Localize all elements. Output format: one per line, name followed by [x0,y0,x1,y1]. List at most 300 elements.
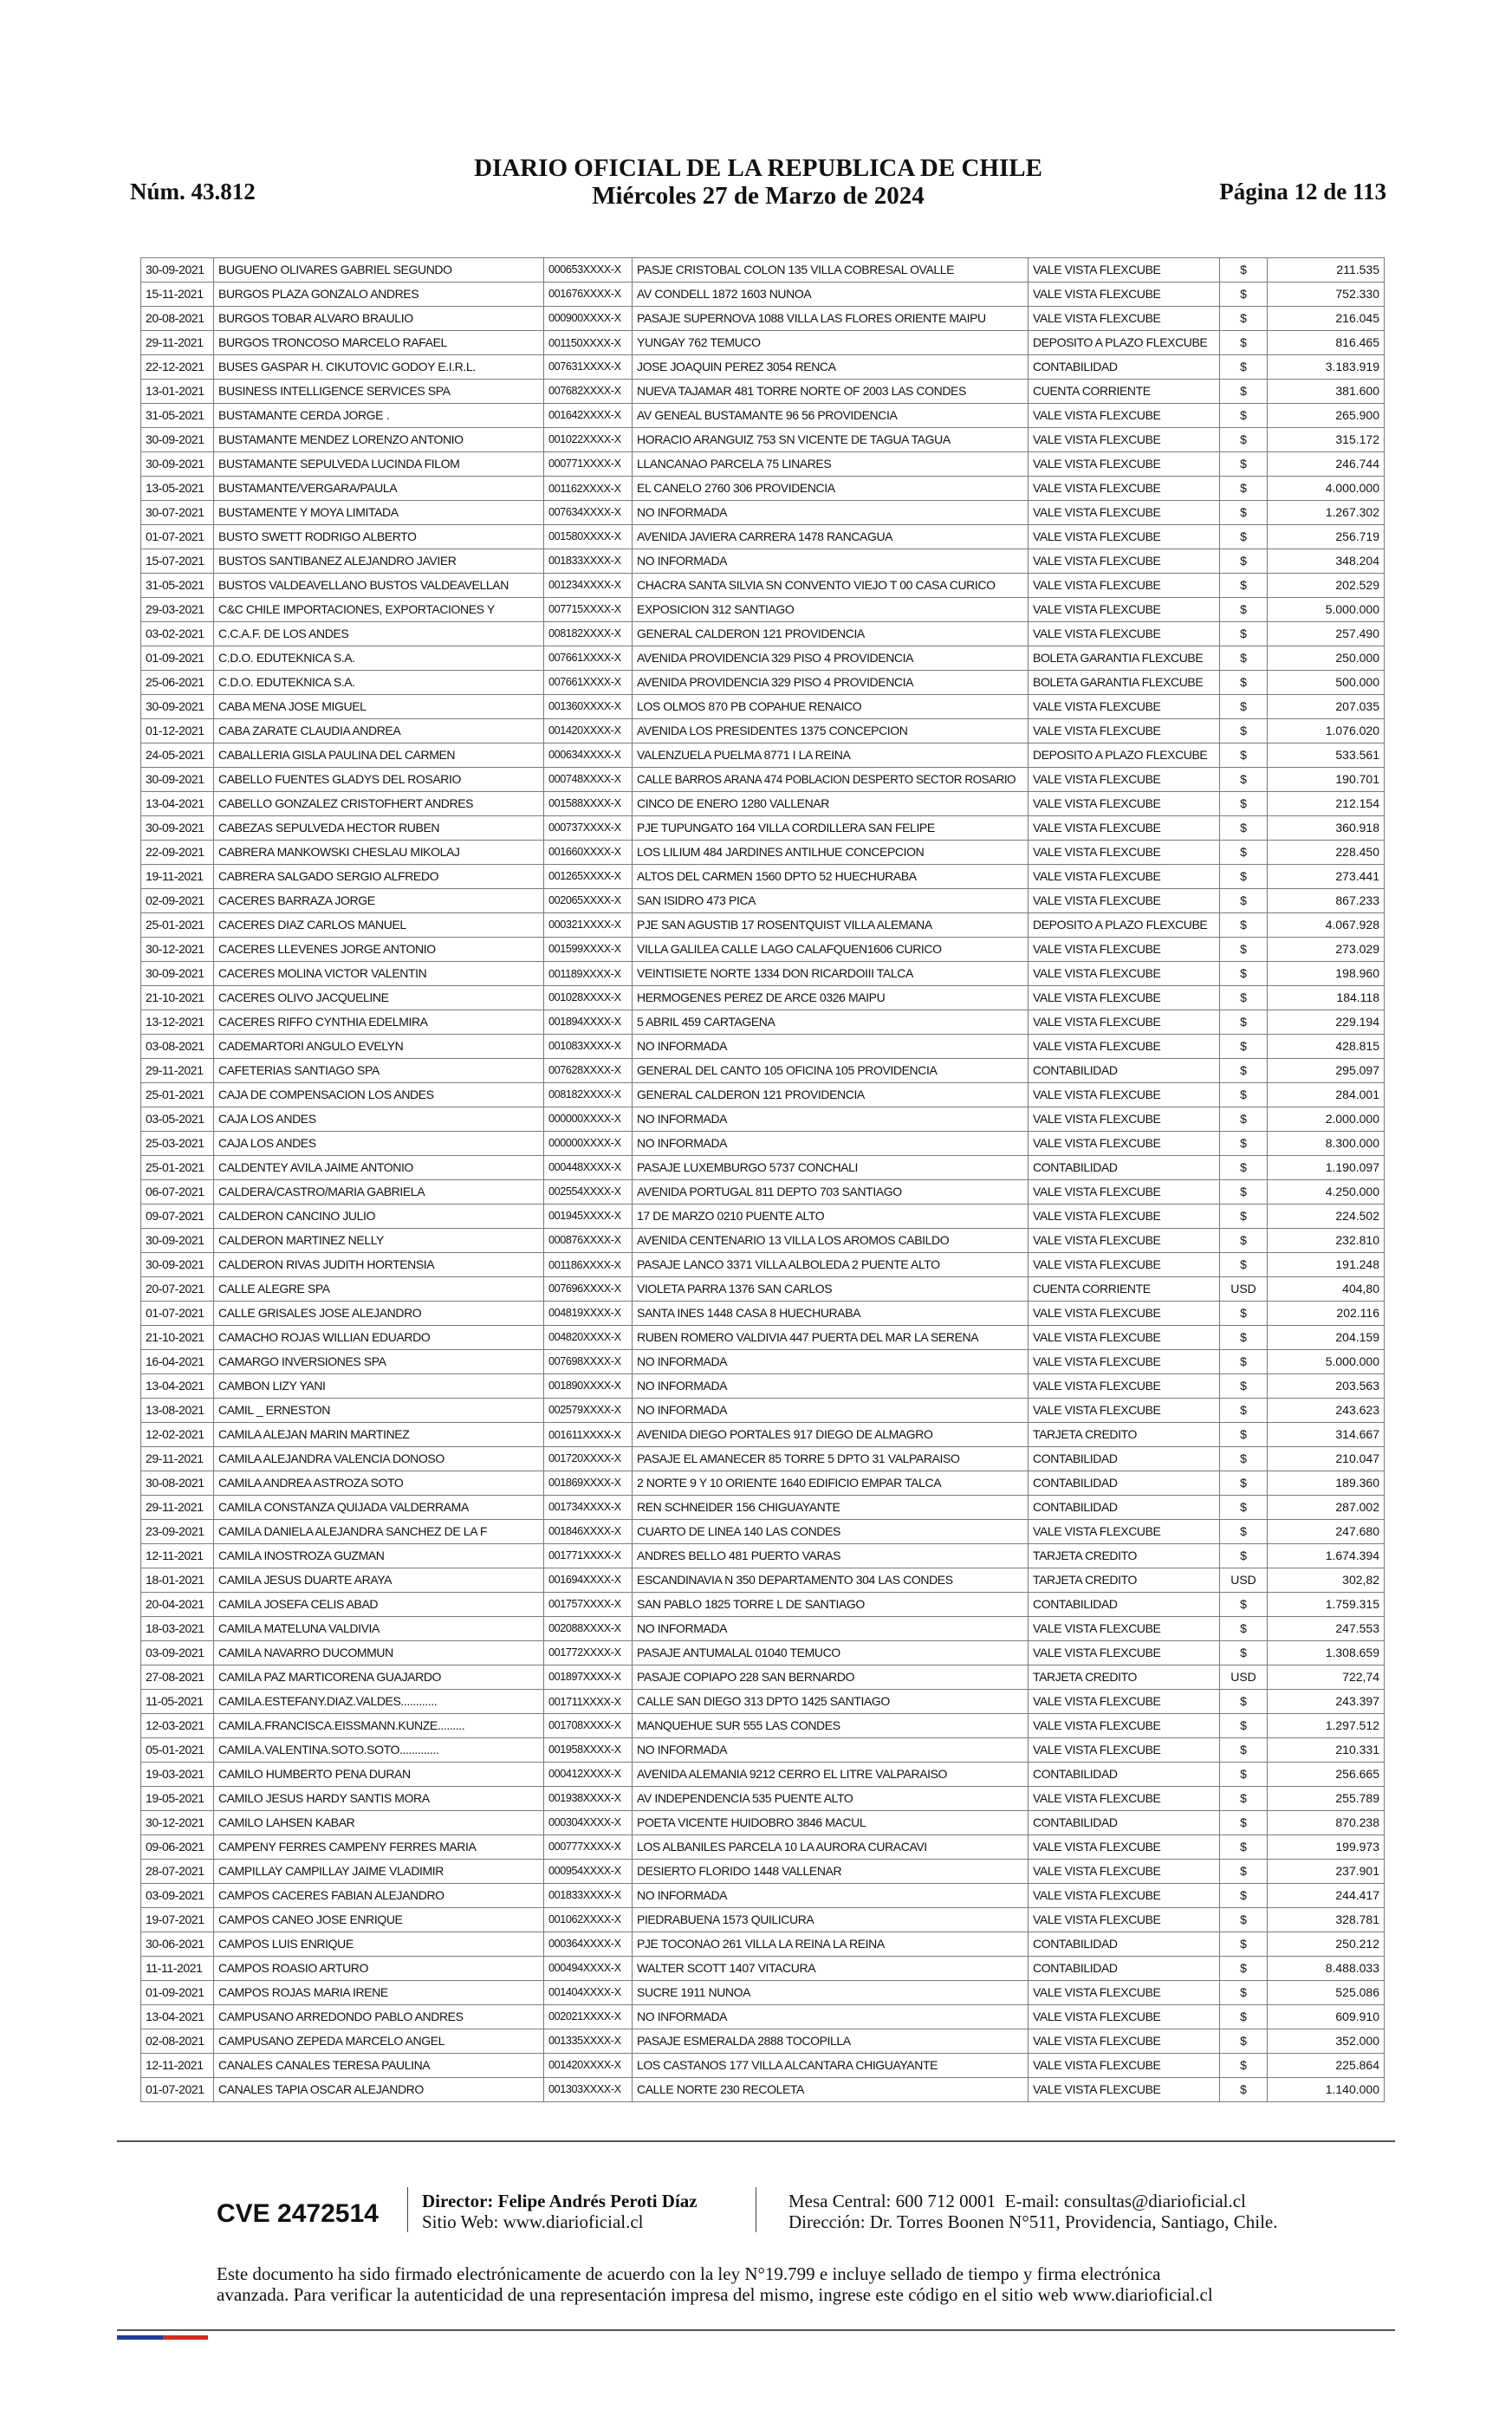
product-cell: VALE VISTA FLEXCUBE [1029,1908,1220,1932]
amount-cell: 870.238 [1268,1811,1385,1835]
date-cell: 31-05-2021 [141,574,214,598]
currency-cell: $ [1220,1447,1268,1471]
product-cell: VALE VISTA FLEXCUBE [1029,1738,1220,1763]
product-cell: VALE VISTA FLEXCUBE [1029,768,1220,792]
address-cell: CALLE BARROS ARANA 474 POBLACION DESPERTO SECTOR ROSARIO [633,768,1029,792]
name-cell: CAMILA.FRANCISCA.EISSMANN.KUNZE......... [214,1714,544,1738]
table-row [141,1568,1385,1593]
rut-cell: 000748XXXX-X [544,768,633,792]
rut-cell: 001897XXXX-X [544,1666,633,1690]
rut-cell: 001022XXXX-X [544,428,633,452]
amount-cell: 224.502 [1268,1205,1385,1229]
table-row [141,622,1385,646]
table-row [141,355,1385,380]
table-row [141,1593,1385,1617]
name-cell: BUSINESS INTELLIGENCE SERVICES SPA [214,380,544,404]
amount-cell: 314.667 [1268,1423,1385,1447]
date-cell: 02-08-2021 [141,2029,214,2054]
amount-cell: 533.561 [1268,743,1385,768]
address-cell: NO INFORMADA [633,1399,1029,1423]
currency-cell: $ [1220,331,1268,355]
currency-cell: $ [1220,1156,1268,1180]
table-row [141,1714,1385,1738]
amount-cell: 1.308.659 [1268,1641,1385,1666]
amount-cell: 246.744 [1268,452,1385,477]
director-label: Director: Felipe Andrés Peroti Díaz [422,2191,698,2211]
rut-cell: 000900XXXX-X [544,307,633,331]
name-cell: CAMILA ALEJANDRA VALENCIA DONOSO [214,1447,544,1471]
date-cell: 13-12-2021 [141,1010,214,1035]
product-cell: CONTABILIDAD [1029,1156,1220,1180]
amount-cell: 381.600 [1268,380,1385,404]
product-cell: VALE VISTA FLEXCUBE [1029,1180,1220,1205]
rut-cell: 002065XXXX-X [544,889,633,913]
product-cell: VALE VISTA FLEXCUBE [1029,962,1220,986]
currency-cell: $ [1220,671,1268,695]
address-cell: SAN PABLO 1825 TORRE L DE SANTIAGO [633,1593,1029,1617]
table-row [141,1035,1385,1059]
date-cell: 13-08-2021 [141,1399,214,1423]
amount-cell: 1.076.020 [1268,719,1385,743]
amount-cell: 229.194 [1268,1010,1385,1035]
currency-cell: $ [1220,574,1268,598]
amount-cell: 284.001 [1268,1083,1385,1107]
amount-cell: 5.000.000 [1268,1350,1385,1374]
rut-cell: 001599XXXX-X [544,938,633,962]
date-cell: 20-07-2021 [141,1277,214,1302]
address-label: Dirección: Dr. Torres Boonen N°511, Providencia, Santiago, Chile. [788,2211,1278,2232]
currency-cell: $ [1220,1835,1268,1860]
amount-cell: 202.116 [1268,1302,1385,1326]
name-cell: CAMILA ANDREA ASTROZA SOTO [214,1471,544,1496]
rut-cell: 002088XXXX-X [544,1617,633,1641]
currency-cell: $ [1220,1738,1268,1763]
rut-cell: 001833XXXX-X [544,549,633,574]
name-cell: CAMPOS CANEO JOSE ENRIQUE [214,1908,544,1932]
product-cell: VALE VISTA FLEXCUBE [1029,938,1220,962]
date-cell: 30-09-2021 [141,1253,214,1277]
rut-cell: 001846XXXX-X [544,1520,633,1544]
name-cell: CABRERA SALGADO SERGIO ALFREDO [214,865,544,889]
date-cell: 03-02-2021 [141,622,214,646]
date-cell: 27-08-2021 [141,1666,214,1690]
date-cell: 25-03-2021 [141,1132,214,1156]
product-cell: CONTABILIDAD [1029,1471,1220,1496]
amount-cell: 244.417 [1268,1884,1385,1908]
rut-cell: 000448XXXX-X [544,1156,633,1180]
date-cell: 18-03-2021 [141,1617,214,1641]
product-cell: VALE VISTA FLEXCUBE [1029,695,1220,719]
product-cell: VALE VISTA FLEXCUBE [1029,428,1220,452]
amount-cell: 1.190.097 [1268,1156,1385,1180]
amount-cell: 752.330 [1268,282,1385,307]
currency-cell: $ [1220,1593,1268,1617]
rut-cell: 000000XXXX-X [544,1132,633,1156]
rut-cell: 001694XXXX-X [544,1568,633,1593]
amount-cell: 190.701 [1268,768,1385,792]
rut-cell: 000653XXXX-X [544,258,633,282]
date-cell: 12-03-2021 [141,1714,214,1738]
date-cell: 25-01-2021 [141,1156,214,1180]
currency-cell: $ [1220,1763,1268,1787]
date-cell: 30-09-2021 [141,428,214,452]
address-cell: PJE TUPUNGATO 164 VILLA CORDILLERA SAN FELIPE [633,816,1029,841]
rut-cell: 001150XXXX-X [544,331,633,355]
table-row [141,598,1385,622]
issue-number: Núm. 43.812 [130,179,256,205]
address-cell: ALTOS DEL CARMEN 1560 DPTO 52 HUECHURABA [633,865,1029,889]
rut-cell: 000771XXXX-X [544,452,633,477]
product-cell: VALE VISTA FLEXCUBE [1029,1302,1220,1326]
date-cell: 02-09-2021 [141,889,214,913]
currency-cell: $ [1220,889,1268,913]
amount-cell: 428.815 [1268,1035,1385,1059]
name-cell: BUSTOS VALDEAVELLANO BUSTOS VALDEAVELLAN [214,574,544,598]
table-row [141,1544,1385,1568]
address-cell: CHACRA SANTA SILVIA SN CONVENTO VIEJO T 00 CASA CURICO [633,574,1029,598]
product-cell: VALE VISTA FLEXCUBE [1029,816,1220,841]
currency-cell: $ [1220,1787,1268,1811]
currency-cell: $ [1220,1544,1268,1568]
date-cell: 29-11-2021 [141,331,214,355]
currency-cell: $ [1220,768,1268,792]
date-cell: 30-09-2021 [141,1229,214,1253]
address-cell: CALLE SAN DIEGO 313 DPTO 1425 SANTIAGO [633,1690,1029,1714]
table-row [141,428,1385,452]
address-cell: PASAJE ANTUMALAL 01040 TEMUCO [633,1641,1029,1666]
product-cell: VALE VISTA FLEXCUBE [1029,307,1220,331]
rut-cell: 007682XXXX-X [544,380,633,404]
amount-cell: 8.300.000 [1268,1132,1385,1156]
footer-bottom-rule [117,2329,1395,2331]
name-cell: CACERES MOLINA VICTOR VALENTIN [214,962,544,986]
currency-cell: $ [1220,1811,1268,1835]
table-row [141,1277,1385,1302]
address-cell: REN SCHNEIDER 156 CHIGUAYANTE [633,1496,1029,1520]
address-cell: 5 ABRIL 459 CARTAGENA [633,1010,1029,1035]
address-cell: YUNGAY 762 TEMUCO [633,331,1029,355]
name-cell: CABELLO FUENTES GLADYS DEL ROSARIO [214,768,544,792]
amount-cell: 256.665 [1268,1763,1385,1787]
product-cell: VALE VISTA FLEXCUBE [1029,1835,1220,1860]
address-cell: LOS OLMOS 870 PB COPAHUE RENAICO [633,695,1029,719]
address-cell: EXPOSICION 312 SANTIAGO [633,598,1029,622]
amount-cell: 210.047 [1268,1447,1385,1471]
rut-cell: 001890XXXX-X [544,1374,633,1399]
name-cell: CAJA LOS ANDES [214,1107,544,1132]
legal-notice [217,2263,1369,2305]
product-cell: VALE VISTA FLEXCUBE [1029,2005,1220,2029]
date-cell: 01-09-2021 [141,646,214,671]
name-cell: CAMILA NAVARRO DUCOMMUN [214,1641,544,1666]
product-cell: VALE VISTA FLEXCUBE [1029,501,1220,525]
date-cell: 12-11-2021 [141,2054,214,2078]
address-cell: AVENIDA DIEGO PORTALES 917 DIEGO DE ALMAGRO [633,1423,1029,1447]
date-cell: 30-09-2021 [141,258,214,282]
address-cell: MANQUEHUE SUR 555 LAS CONDES [633,1714,1029,1738]
page-number: Página 12 de 113 [1219,179,1386,205]
currency-cell: $ [1220,622,1268,646]
amount-cell: 1.674.394 [1268,1544,1385,1568]
rut-cell: 007715XXXX-X [544,598,633,622]
rut-cell: 001711XXXX-X [544,1690,633,1714]
date-cell: 12-02-2021 [141,1423,214,1447]
product-cell: VALE VISTA FLEXCUBE [1029,1326,1220,1350]
legal-line: avanzada. Para verificar la autenticidad de una representación impresa del mismo, ingrese este código en el sitio web www.diarioficial.cl [217,2284,1213,2305]
product-cell: VALE VISTA FLEXCUBE [1029,889,1220,913]
amount-cell: 295.097 [1268,1059,1385,1083]
rut-cell: 001028XXXX-X [544,986,633,1010]
name-cell: CAMPOS ROJAS MARIA IRENE [214,1981,544,2005]
amount-cell: 255.789 [1268,1787,1385,1811]
name-cell: CACERES LLEVENES JORGE ANTONIO [214,938,544,962]
name-cell: CAMILO HUMBERTO PENA DURAN [214,1763,544,1787]
currency-cell: $ [1220,307,1268,331]
name-cell: C&C CHILE IMPORTACIONES, EXPORTACIONES Y [214,598,544,622]
table-row [141,1738,1385,1763]
amount-cell: 1.759.315 [1268,1593,1385,1617]
amount-cell: 191.248 [1268,1253,1385,1277]
amount-cell: 207.035 [1268,695,1385,719]
currency-cell: $ [1220,1253,1268,1277]
director-info [422,2191,698,2232]
amount-cell: 273.029 [1268,938,1385,962]
date-cell: 09-06-2021 [141,1835,214,1860]
rut-cell: 002579XXXX-X [544,1399,633,1423]
currency-cell: $ [1220,1035,1268,1059]
name-cell: CABEZAS SEPULVEDA HECTOR RUBEN [214,816,544,841]
table-row [141,307,1385,331]
currency-cell: $ [1220,816,1268,841]
table-row [141,2078,1385,2102]
product-cell: CONTABILIDAD [1029,1496,1220,1520]
currency-cell: $ [1220,1010,1268,1035]
name-cell: CABRERA MANKOWSKI CHESLAU MIKOLAJ [214,841,544,865]
amount-cell: 237.901 [1268,1860,1385,1884]
name-cell: CAMILA PAZ MARTICORENA GUAJARDO [214,1666,544,1690]
name-cell: CAMILA.ESTEFANY.DIAZ.VALDES............ [214,1690,544,1714]
table-row [141,1447,1385,1471]
table-row [141,1253,1385,1277]
address-cell: EL CANELO 2760 306 PROVIDENCIA [633,477,1029,501]
amount-cell: 225.864 [1268,2054,1385,2078]
table-row [141,768,1385,792]
product-cell: VALE VISTA FLEXCUBE [1029,258,1220,282]
currency-cell: $ [1220,2005,1268,2029]
address-cell: PASAJE COPIAPO 228 SAN BERNARDO [633,1666,1029,1690]
rut-cell: 001580XXXX-X [544,525,633,549]
product-cell: VALE VISTA FLEXCUBE [1029,1714,1220,1738]
amount-cell: 302,82 [1268,1568,1385,1593]
amount-cell: 3.183.919 [1268,355,1385,380]
table-row [141,719,1385,743]
currency-cell: $ [1220,1083,1268,1107]
address-cell: PASAJE LUXEMBURGO 5737 CONCHALI [633,1156,1029,1180]
table-row [141,1059,1385,1083]
table-row [141,452,1385,477]
address-cell: 17 DE MARZO 0210 PUENTE ALTO [633,1205,1029,1229]
amount-cell: 8.488.033 [1268,1957,1385,1981]
address-cell: LOS ALBANILES PARCELA 10 LA AURORA CURACAVI [633,1835,1029,1860]
rut-cell: 004820XXXX-X [544,1326,633,1350]
currency-cell: $ [1220,2054,1268,2078]
address-cell: POETA VICENTE HUIDOBRO 3846 MACUL [633,1811,1029,1835]
date-cell: 06-07-2021 [141,1180,214,1205]
currency-cell: $ [1220,1617,1268,1641]
product-cell: DEPOSITO A PLAZO FLEXCUBE [1029,913,1220,938]
currency-cell: $ [1220,962,1268,986]
date-cell: 28-07-2021 [141,1860,214,1884]
rut-cell: 001588XXXX-X [544,792,633,816]
date-cell: 19-11-2021 [141,865,214,889]
date-cell: 21-10-2021 [141,986,214,1010]
product-cell: CUENTA CORRIENTE [1029,380,1220,404]
table-row [141,525,1385,549]
registry-table [140,257,1385,2102]
amount-cell: 1.297.512 [1268,1714,1385,1738]
date-cell: 03-09-2021 [141,1641,214,1666]
address-cell: PASAJE SUPERNOVA 1088 VILLA LAS FLORES ORIENTE MAIPU [633,307,1029,331]
footer-divider [407,2187,408,2232]
rut-cell: 001162XXXX-X [544,477,633,501]
date-cell: 22-12-2021 [141,355,214,380]
address-cell: VEINTISIETE NORTE 1334 DON RICARDOIII TALCA [633,962,1029,986]
email-label: E-mail: consultas@diarioficial.cl [1004,2191,1246,2211]
table-row [141,1107,1385,1132]
date-cell: 03-09-2021 [141,1884,214,1908]
table-row [141,889,1385,913]
table-row [141,1302,1385,1326]
amount-cell: 315.172 [1268,428,1385,452]
date-cell: 29-11-2021 [141,1447,214,1471]
name-cell: CABALLERIA GISLA PAULINA DEL CARMEN [214,743,544,768]
table-row [141,1205,1385,1229]
name-cell: CADEMARTORI ANGULO EVELYN [214,1035,544,1059]
currency-cell: $ [1220,1714,1268,1738]
rut-cell: 008182XXXX-X [544,622,633,646]
contact-info [788,2191,1278,2232]
currency-cell: $ [1220,1932,1268,1957]
table-row [141,743,1385,768]
amount-cell: 816.465 [1268,331,1385,355]
table-row [141,1010,1385,1035]
date-cell: 01-07-2021 [141,2078,214,2102]
product-cell: VALE VISTA FLEXCUBE [1029,1083,1220,1107]
name-cell: BUSTOS SANTIBANEZ ALEJANDRO JAVIER [214,549,544,574]
currency-cell: $ [1220,282,1268,307]
date-cell: 30-09-2021 [141,768,214,792]
amount-cell: 348.204 [1268,549,1385,574]
name-cell: CAFETERIAS SANTIAGO SPA [214,1059,544,1083]
rut-cell: 001676XXXX-X [544,282,633,307]
rut-cell: 000634XXXX-X [544,743,633,768]
product-cell: VALE VISTA FLEXCUBE [1029,1860,1220,1884]
name-cell: BUSTO SWETT RODRIGO ALBERTO [214,525,544,549]
page-header [130,154,1386,215]
amount-cell: 243.397 [1268,1690,1385,1714]
currency-cell: $ [1220,501,1268,525]
address-cell: NO INFORMADA [633,1617,1029,1641]
currency-cell: USD [1220,1568,1268,1593]
product-cell: VALE VISTA FLEXCUBE [1029,1010,1220,1035]
amount-cell: 609.910 [1268,2005,1385,2029]
currency-cell: $ [1220,404,1268,428]
amount-cell: 243.623 [1268,1399,1385,1423]
amount-cell: 199.973 [1268,1835,1385,1860]
address-cell: NO INFORMADA [633,1738,1029,1763]
product-cell: CONTABILIDAD [1029,1593,1220,1617]
table-row [141,1981,1385,2005]
mesa-central-label: Mesa Central: 600 712 0001 [788,2191,996,2211]
table-row [141,865,1385,889]
name-cell: CAMILO LAHSEN KABAR [214,1811,544,1835]
name-cell: CACERES RIFFO CYNTHIA EDELMIRA [214,1010,544,1035]
name-cell: CALDERA/CASTRO/MARIA GABRIELA [214,1180,544,1205]
rut-cell: 001404XXXX-X [544,1981,633,2005]
amount-cell: 4.250.000 [1268,1180,1385,1205]
table-row [141,331,1385,355]
product-cell: VALE VISTA FLEXCUBE [1029,282,1220,307]
currency-cell: $ [1220,2029,1268,2054]
address-cell: LLANCANAO PARCELA 75 LINARES [633,452,1029,477]
rut-cell: 007661XXXX-X [544,646,633,671]
name-cell: BURGOS TRONCOSO MARCELO RAFAEL [214,331,544,355]
product-cell: VALE VISTA FLEXCUBE [1029,986,1220,1010]
rut-cell: 001771XXXX-X [544,1544,633,1568]
product-cell: VALE VISTA FLEXCUBE [1029,1787,1220,1811]
table-row [141,1326,1385,1350]
date-cell: 30-09-2021 [141,452,214,477]
rut-cell: 000321XXXX-X [544,913,633,938]
name-cell: BUSTAMENTE Y MOYA LIMITADA [214,501,544,525]
name-cell: CABELLO GONZALEZ CRISTOFHERT ANDRES [214,792,544,816]
address-cell: ESCANDINAVIA N 350 DEPARTAMENTO 304 LAS CONDES [633,1568,1029,1593]
address-cell: CINCO DE ENERO 1280 VALLENAR [633,792,1029,816]
address-cell: ANDRES BELLO 481 PUERTO VARAS [633,1544,1029,1568]
rut-cell: 007628XXXX-X [544,1059,633,1083]
amount-cell: 212.154 [1268,792,1385,816]
name-cell: CALLE ALEGRE SPA [214,1277,544,1302]
address-cell: NO INFORMADA [633,1350,1029,1374]
address-cell: AVENIDA PORTUGAL 811 DEPTO 703 SANTIAGO [633,1180,1029,1205]
name-cell: CACERES DIAZ CARLOS MANUEL [214,913,544,938]
table-row [141,282,1385,307]
rut-cell: 001958XXXX-X [544,1738,633,1763]
date-cell: 29-11-2021 [141,1059,214,1083]
name-cell: BUSTAMANTE CERDA JORGE . [214,404,544,428]
address-cell: AVENIDA PROVIDENCIA 329 PISO 4 PROVIDENCIA [633,671,1029,695]
product-cell: CONTABILIDAD [1029,355,1220,380]
rut-cell: 001360XXXX-X [544,695,633,719]
rut-cell: 000777XXXX-X [544,1835,633,1860]
table-row [141,1132,1385,1156]
amount-cell: 198.960 [1268,962,1385,986]
address-cell: NO INFORMADA [633,549,1029,574]
currency-cell: $ [1220,646,1268,671]
table-row [141,1835,1385,1860]
name-cell: CALDERON MARTINEZ NELLY [214,1229,544,1253]
currency-cell: $ [1220,913,1268,938]
address-cell: GENERAL DEL CANTO 105 OFICINA 105 PROVIDENCIA [633,1059,1029,1083]
product-cell: CONTABILIDAD [1029,1932,1220,1957]
address-cell: PASAJE LANCO 3371 VILLA ALBOLEDA 2 PUENTE ALTO [633,1253,1029,1277]
currency-cell: $ [1220,380,1268,404]
rut-cell: 000737XXXX-X [544,816,633,841]
rut-cell: 000494XXXX-X [544,1957,633,1981]
currency-cell: $ [1220,986,1268,1010]
date-cell: 11-11-2021 [141,1957,214,1981]
amount-cell: 247.553 [1268,1617,1385,1641]
